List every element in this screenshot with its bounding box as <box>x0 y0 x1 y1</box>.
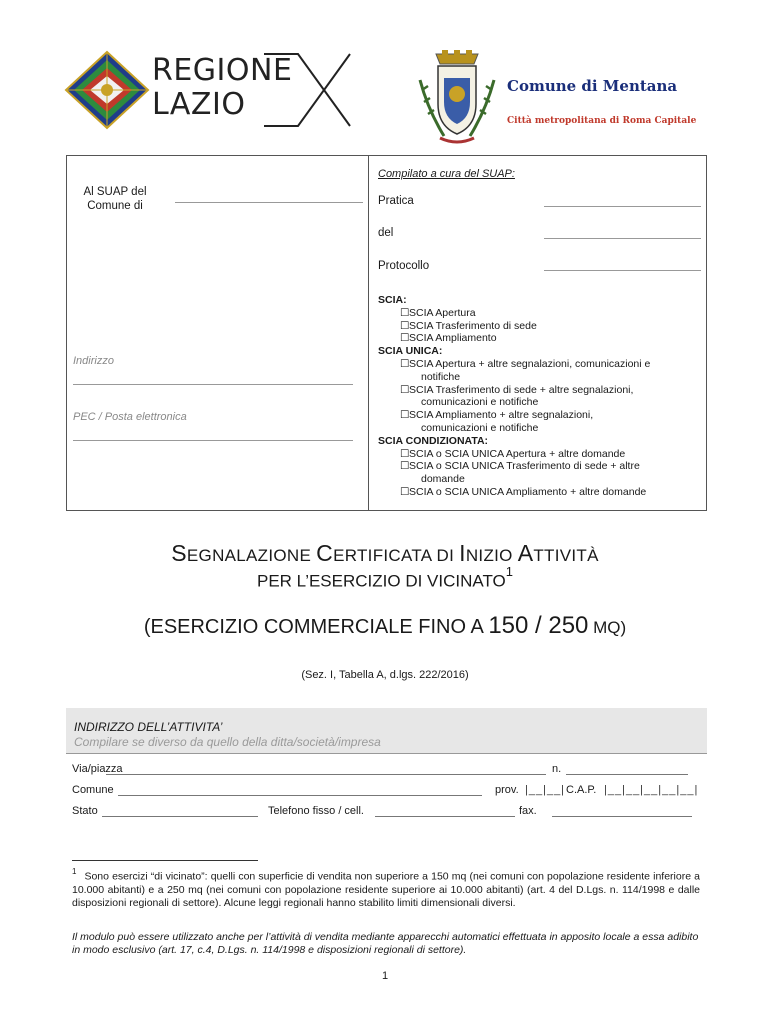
scia-option-trasferimento[interactable] <box>378 320 702 333</box>
via-label: Via/piazza <box>72 763 123 775</box>
municipality-name: Comune di Mentana <box>507 77 678 95</box>
title-rest: TTIVITÀ <box>533 546 599 565</box>
footnote-rule <box>72 860 258 861</box>
scia-unica-heading: SCIA UNICA: <box>378 345 443 358</box>
title-rest: EGNALAZIONE <box>186 546 317 565</box>
option-label-cont: comunicazioni e notifiche <box>421 421 539 434</box>
del-label: del <box>378 227 394 239</box>
checkbox-icon[interactable]: ☐ <box>400 460 410 473</box>
scia-unica-option-apertura[interactable] <box>378 358 702 371</box>
indirizzo-field[interactable] <box>73 384 353 385</box>
title-line2-text: PER L’ESERCIZIO DI VICINATO <box>257 571 506 591</box>
prov-field[interactable]: |__|__| <box>525 784 566 796</box>
footnote-number: 1 <box>72 867 77 876</box>
scia-cond-option-ampliamento[interactable] <box>378 486 702 499</box>
title-line3-size: 150 / 250 <box>488 612 589 639</box>
checkbox-icon[interactable]: ☐ <box>400 306 410 319</box>
scia-unica-option-ampliamento[interactable] <box>378 409 702 422</box>
title-cap: I <box>459 540 466 566</box>
usage-note: Il modulo può essere utilizzato anche per l’attività di vendita mediante apparecchi automatici effettuata in apposito locale a essa adibito in modo esclusivo (art. 17, c.4, D.Lgs. n. 114/1998 e disposizioni regionali di settore). <box>72 931 699 956</box>
protocollo-label: Protocollo <box>378 260 430 272</box>
prov-label: prov. <box>495 784 519 796</box>
suap-box <box>66 155 707 511</box>
pratica-label: Pratica <box>378 195 414 207</box>
option-label: SCIA Trasferimento di sede + altre segnalazioni, <box>409 383 634 396</box>
cap-label: C.A.P. <box>566 784 597 796</box>
fax-field[interactable] <box>552 816 692 817</box>
lazio-x-mark-icon <box>264 50 360 130</box>
via-field[interactable] <box>106 774 546 775</box>
footnote-text: Sono esercizi “di vicinato”: quelli con superficie di vendita non superiore a 150 mq (nei comuni con popolazione residente inferiore a 10.000 abitanti) e a 250 mq (nei comuni con popolazione residente superiore ai 10.000 abitanti) (art. 4 del D.Lgs. n. 114/1998 e dalle disposizioni regionali di settore). Alcune leggi regionali hanno stabilito limiti dimensionali diversi. <box>72 870 700 909</box>
comune-label: Comune <box>72 784 114 796</box>
civic-number-field[interactable] <box>566 774 688 775</box>
footnote-ref[interactable]: 1 <box>505 564 513 579</box>
cap-field[interactable]: |__|__|__|__|__| <box>604 784 699 796</box>
suap-to-line2: Comune di <box>87 200 143 212</box>
option-label: SCIA Ampliamento <box>409 332 497 345</box>
title-line3-unit: MQ) <box>588 618 627 637</box>
checkbox-icon[interactable]: ☐ <box>400 332 410 345</box>
telefono-label: Telefono fisso / cell. <box>268 805 364 817</box>
option-label: SCIA o SCIA UNICA Trasferimento di sede + altre <box>409 460 640 473</box>
option-label: SCIA o SCIA UNICA Ampliamento + altre domande <box>409 485 647 498</box>
address-section-note: Compilare se diverso da quello della ditta/società/impresa <box>74 735 381 749</box>
pec-field[interactable] <box>73 440 353 441</box>
checkbox-icon[interactable]: ☐ <box>400 383 410 396</box>
n-label: n. <box>552 763 562 775</box>
comune-mentana-logo <box>414 50 714 150</box>
checkbox-icon[interactable]: ☐ <box>400 447 410 460</box>
fax-label: fax. <box>519 805 537 817</box>
document-title-line2 <box>0 564 770 592</box>
option-label: SCIA Apertura + altre segnalazioni, comunicazioni e <box>409 357 651 370</box>
title-rest: ERTIFICATA DI <box>333 546 460 565</box>
checkbox-icon[interactable]: ☐ <box>400 319 410 332</box>
stato-field[interactable] <box>102 816 258 817</box>
suap-recipient-panel <box>67 156 368 510</box>
address-section-header <box>66 708 707 754</box>
protocollo-field[interactable] <box>544 270 701 271</box>
scia-heading: SCIA: <box>378 294 407 306</box>
comune-field[interactable] <box>175 202 363 203</box>
scia-option-apertura[interactable] <box>378 307 702 320</box>
mentana-crest-icon <box>414 50 500 148</box>
document-title-line1 <box>0 540 770 567</box>
del-field[interactable] <box>544 238 701 239</box>
suap-office-panel <box>369 156 707 510</box>
pratica-field[interactable] <box>544 206 701 207</box>
checkbox-icon[interactable]: ☐ <box>400 409 410 422</box>
scia-condizionata-heading: SCIA CONDIZIONATA: <box>378 434 489 447</box>
option-label-cont: comunicazioni e notifiche <box>421 396 539 409</box>
checkbox-icon[interactable]: ☐ <box>400 357 410 370</box>
stato-label: Stato <box>72 805 98 817</box>
scia-unica-option-trasferimento[interactable] <box>378 384 702 397</box>
scia-type-list <box>378 294 702 499</box>
option-label: SCIA o SCIA UNICA Apertura + altre domande <box>409 447 626 460</box>
document-title-line3 <box>0 612 770 640</box>
comune-address-field[interactable] <box>118 795 482 796</box>
legal-reference: (Sez. I, Tabella A, d.lgs. 222/2016) <box>301 669 469 681</box>
pec-label: PEC / Posta elettronica <box>73 411 187 423</box>
address-section-title: INDIRIZZO DELL’ATTIVITA’ <box>74 720 223 734</box>
title-cap: A <box>517 540 534 566</box>
scia-cond-option-apertura[interactable] <box>378 448 702 461</box>
title-rest: NIZIO <box>465 546 518 565</box>
option-label: SCIA Apertura <box>409 306 476 319</box>
compilato-heading: Compilato a cura del SUAP: <box>378 168 515 180</box>
telefono-field[interactable] <box>375 816 515 817</box>
title-cap: S <box>171 540 187 566</box>
option-label: SCIA Ampliamento + altre segnalazioni, <box>409 409 594 422</box>
option-label-cont: domande <box>421 473 465 486</box>
regione-lazio-logo <box>64 50 360 130</box>
title-line3-open: (ESERCIZIO COMMERCIALE FINO A <box>143 616 489 638</box>
option-label: SCIA Trasferimento di sede <box>409 319 537 332</box>
regione-text: REGIONE <box>152 53 293 88</box>
page-number: 1 <box>381 970 389 982</box>
footnote <box>72 866 700 910</box>
scia-cond-option-trasferimento[interactable] <box>378 460 702 473</box>
checkbox-icon[interactable]: ☐ <box>400 485 410 498</box>
indirizzo-label: Indirizzo <box>73 355 114 367</box>
suap-to-line1: Al SUAP del <box>83 186 147 198</box>
regione-lazio-emblem-icon <box>64 50 150 130</box>
municipality-subtitle: Città metropolitana di Roma Capitale <box>507 116 697 126</box>
option-label-cont: notifiche <box>421 370 461 383</box>
title-cap: C <box>316 540 334 566</box>
lazio-text: LAZIO <box>152 87 246 122</box>
scia-option-ampliamento[interactable] <box>378 332 702 345</box>
